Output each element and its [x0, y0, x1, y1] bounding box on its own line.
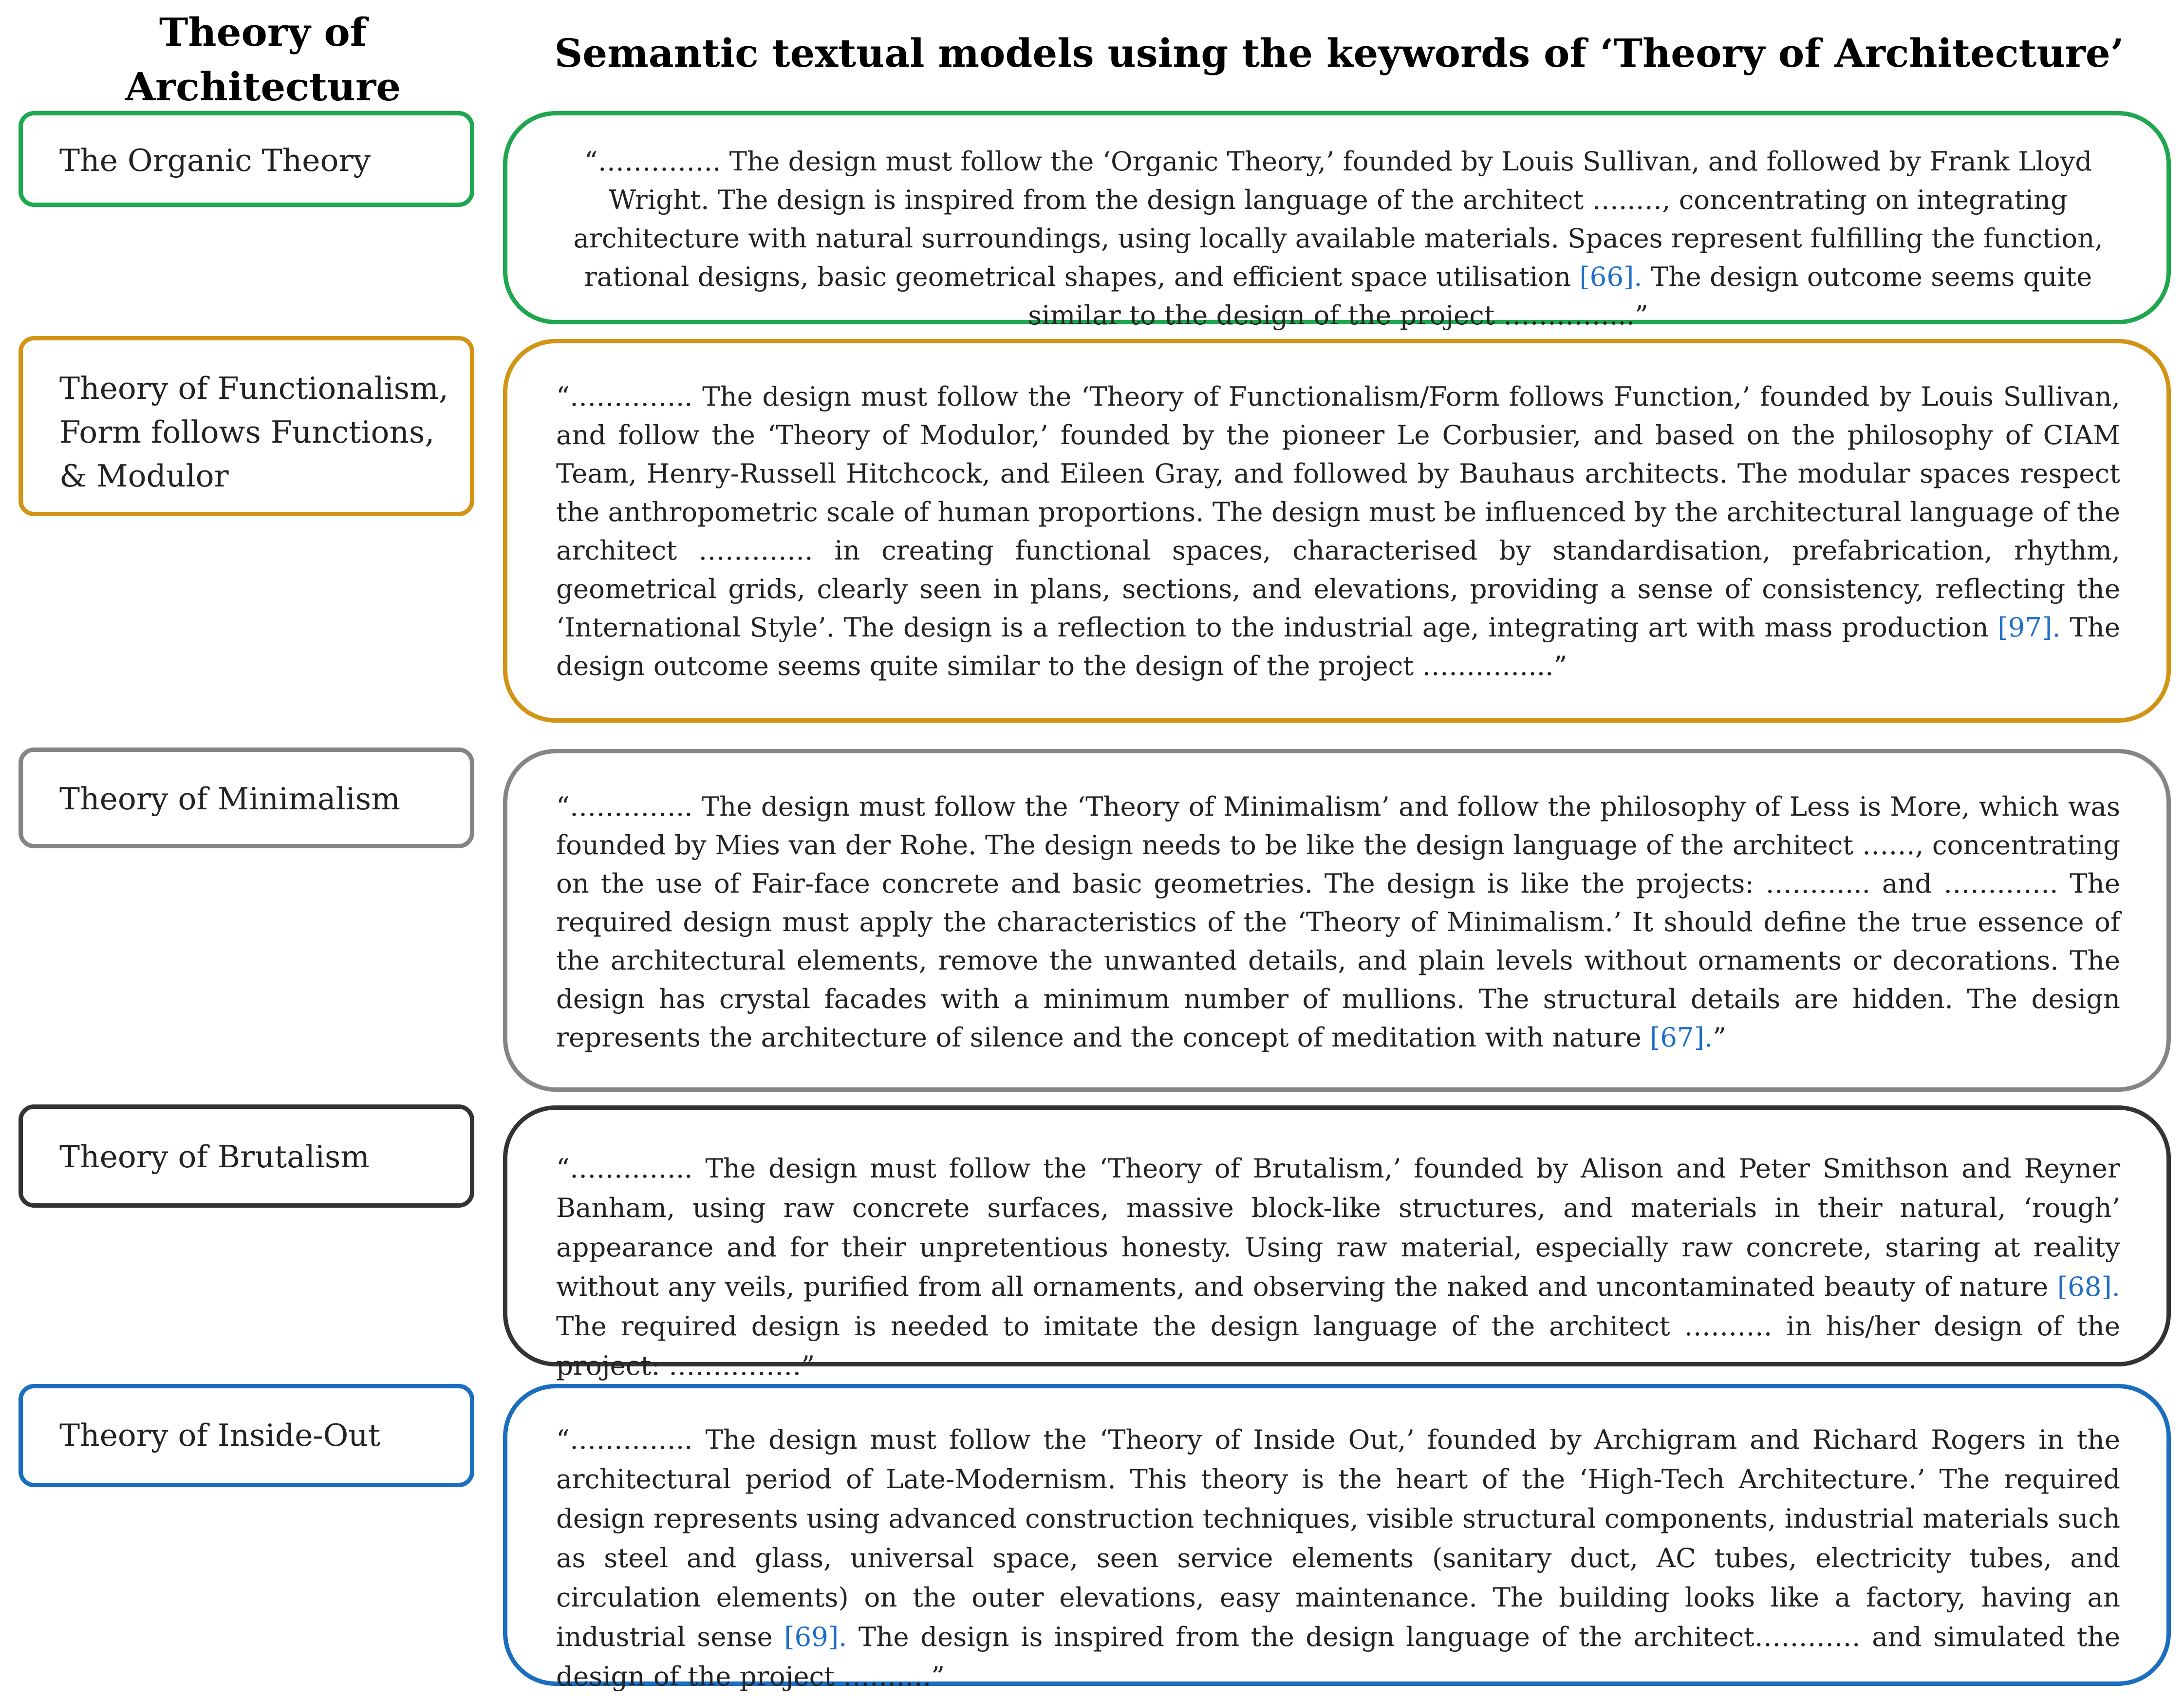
model-text-box-brutalism	[503, 1105, 2171, 1381]
theory-label-box-organic	[19, 111, 474, 207]
theory-label-brutalism: Theory of Brutalism	[59, 1139, 370, 1175]
model-paragraph-inside-out	[556, 1420, 2120, 1696]
reference-link-97[interactable]: [97].	[1997, 612, 2061, 643]
reference-link-66[interactable]: [66].	[1579, 261, 1643, 292]
model-paragraph-brutalism	[556, 1149, 2120, 1385]
reference-link-67[interactable]: [67].	[1649, 1022, 1713, 1053]
model-text-brutalism-end: The required design is needed to imitate the design language of the architect ………. in his/her design of the project: ……………”	[556, 1310, 2120, 1381]
reference-link-69[interactable]: [69].	[784, 1621, 847, 1652]
theory-label-box-functionalism	[19, 336, 474, 516]
model-text-inside-out: “………….. The design must follow the ‘Theory of Inside Out,’ founded by Archigram and Richard Rogers in the architectural period of Late-Modernism. This theory is the heart of the ‘High-Tech Architecture.’ The required design represents using advanced construction techniques, visible structural components, industrial materials such as steel and glass, universal space, seen service elements (sanitary duct, AC tubes, electricity tubes, and circulation elements) on the outer elevations, easy maintenance. The building looks like a factory, having an industrial sense	[556, 1424, 2120, 1652]
theory-label-functionalism: Theory of Functionalism, Form follows Functions, & Modulor	[59, 371, 448, 494]
theory-label-organic: The Organic Theory	[59, 143, 371, 178]
theory-label-box-minimalism	[19, 747, 474, 848]
reference-link-68[interactable]: [68].	[2057, 1271, 2120, 1302]
theory-label-box-inside-out	[19, 1384, 474, 1487]
column-header-theory: Theory of Architecture	[125, 9, 401, 110]
model-text-organic: “………….. The design must follow the ‘Organic Theory,’ founded by Louis Sullivan, and followed by Frank Lloyd Wright. The design is inspired from the design language of the architect …..…, concentrating on integrating architecture with natural surroundings, using locally available materials. Spaces represent fulfilling the function, rational designs, basic geometrical shapes, and efficient space utilisation	[573, 146, 2103, 292]
model-paragraph-organic	[556, 142, 2120, 335]
model-paragraph-minimalism	[556, 787, 2120, 1057]
theory-label-box-brutalism	[19, 1104, 474, 1208]
model-text-functionalism-end: The design outcome seems quite similar to the design of the project …………...”	[556, 612, 2121, 681]
model-paragraph-functionalism	[556, 377, 2120, 685]
model-text-box-functionalism	[503, 339, 2171, 723]
model-text-functionalism: “………….. The design must follow the ‘Theory of Functionalism/Form follows Function,’ founded by Louis Sullivan, and follow the ‘Theory of Modulor,’ founded by the pioneer Le Corbusier, and based on the philosophy of CIAM Team, Henry-Russell Hitchcock, and Eileen Gray, and followed by Bauhaus architects. The modular spaces respect the anthropometric scale of human proportions. The design must be influenced by the architectural language of the architect …………. in creating functional spaces, characterised by standardisation, prefabrication, rhythm, geometrical grids, clearly seen in plans, sections, and elevations, providing a sense of consistency, reflecting the ‘International Style’. The design is a reflection to the industrial age, integrating art with mass production	[556, 381, 2120, 643]
model-text-organic-end: The design outcome seems quite similar to the design of the project …………...”	[1028, 261, 2092, 331]
model-text-box-inside-out	[503, 1384, 2171, 1692]
model-text-box-organic	[503, 111, 2171, 331]
model-text-brutalism: “………….. The design must follow the ‘Theory of Brutalism,’ founded by Alison and Peter Smithson and Reyner Banham, using raw concrete surfaces, massive block-like structures, and materials in their natural, ‘rough’ appearance and for their unpretentious honesty. Using raw material, especially raw concrete, staring at reality without any veils, purified from all ornaments, and observing the naked and uncontaminated beauty of nature	[556, 1153, 2120, 1302]
model-text-minimalism: “………….. The design must follow the ‘Theory of Minimalism’ and follow the philosophy of Less is More, which was founded by Mies van der Rohe. The design needs to be like the design language of the architect ……, concentrating on the use of Fair-face concrete and basic geometries. The design is like the projects: ………... and …………. The required design must apply the characteristics of the ‘Theory of Minimalism.’ It should define the true essence of the architectural elements, remove the unwanted details, and plain levels without ornaments or decorations. The design has crystal facades with a minimum number of mullions. The structural details are hidden. The design represents the architecture of silence and the concept of meditation with nature	[556, 791, 2120, 1053]
model-text-inside-out-end: The design is inspired from the design language of the architect………… and simulated the design of the project ……….”	[556, 1621, 2120, 1692]
model-text-box-minimalism	[503, 749, 2171, 1092]
theory-label-minimalism: Theory of Minimalism	[59, 781, 400, 817]
column-header-semantic-models: Semantic textual models using the keywords of ‘Theory of Architecture’	[554, 30, 2124, 76]
theory-label-inside-out: Theory of Inside-Out	[59, 1418, 381, 1453]
model-text-minimalism-end: ”	[1713, 1022, 1727, 1053]
